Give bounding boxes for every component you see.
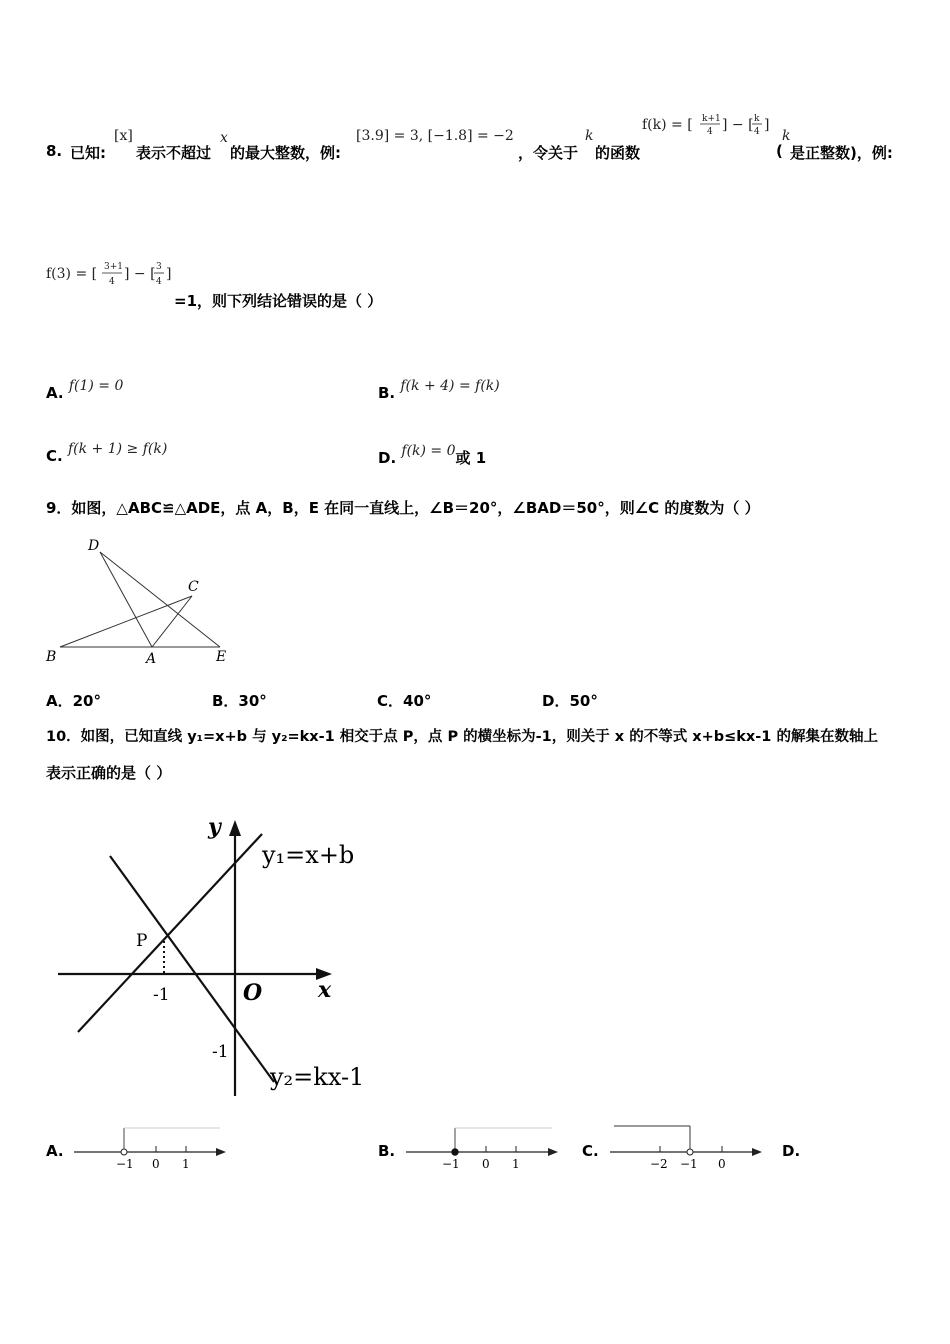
- q8-def-den2: 4: [754, 127, 760, 137]
- q8-var-k: k: [585, 128, 594, 144]
- q10-y-tick: -1: [212, 1042, 229, 1062]
- q10-option-a-numberline[interactable]: [70, 1122, 230, 1172]
- q10-c-tick-1: −2: [650, 1157, 668, 1171]
- q10-a-tick-1: −1: [116, 1157, 134, 1171]
- q8-def-num1: k+1: [702, 114, 721, 124]
- q8-definition: [642, 110, 782, 144]
- q10-option-a-label[interactable]: A.: [46, 1142, 64, 1160]
- q10-option-c-label[interactable]: C.: [582, 1142, 599, 1160]
- q8-option-d-tail: 或 1: [455, 449, 487, 467]
- q8-def-minus: ] − [: [722, 117, 754, 133]
- q10-c-tick-3: 0: [718, 1157, 726, 1171]
- q8-example: [3.9] = 3, [−1.8] = −2: [356, 128, 514, 144]
- q8-bracket-x: [x]: [114, 128, 133, 144]
- q8-example2: [46, 258, 176, 294]
- q8-def-fk: f(k) = [: [642, 117, 693, 133]
- q8-var-k2: k: [782, 128, 791, 144]
- q9-triangle-figure: [40, 534, 250, 668]
- q10-graph: [50, 810, 370, 1100]
- q10-x-tick: -1: [153, 985, 170, 1005]
- q8-definition-formula: [642, 110, 782, 140]
- q8-paren: (: [776, 142, 783, 160]
- q8-ex2-f3: f(3) = [: [46, 266, 98, 282]
- q10-c-open-point: [687, 1149, 693, 1155]
- q8-comma-let: ，令关于: [518, 144, 579, 162]
- q10-line2-label: y₂=kx-1: [270, 1063, 365, 1091]
- q9-label-a: A: [146, 651, 157, 667]
- q8-max-int: 的最大整数，例:: [230, 144, 341, 162]
- q8-option-c[interactable]: [46, 441, 168, 465]
- q10-b-tick-2: 0: [482, 1157, 490, 1171]
- q9-option-d[interactable]: D．50°: [542, 692, 598, 710]
- q8-option-c-label: C.: [46, 447, 63, 465]
- q8-option-b-label: B.: [378, 384, 396, 402]
- q8-means: 表示不超过: [136, 144, 212, 162]
- q8-number: 8.: [46, 142, 63, 160]
- q9-label-c: C: [188, 579, 199, 595]
- q8-var-x: x: [220, 130, 228, 146]
- q10-line1-label: y₁=x+b: [262, 841, 355, 869]
- q10-option-c-numberline[interactable]: [606, 1122, 776, 1172]
- q9-segment-de: [100, 552, 220, 647]
- q8-option-d-label: D.: [378, 449, 397, 467]
- q10-line1: 10．如图，已知直线 y₁=x+b 与 y₂=kx-1 相交于点 P，点 P 的横坐标为-1，则关于 x 的不等式 x+b≤kx-1 的解集在数轴上: [46, 729, 878, 745]
- q9-label-b: B: [46, 649, 57, 665]
- q8-ex2-num1: 3+1: [104, 262, 123, 272]
- q10-a-tick-3: 1: [182, 1157, 190, 1171]
- q8-def-num2: k: [754, 114, 760, 124]
- q10-line2: 表示正确的是（ ）: [46, 764, 172, 782]
- q8-def-den1: 4: [707, 127, 713, 137]
- q9-option-b[interactable]: B．30°: [212, 692, 267, 710]
- q10-a-tick-2: 0: [152, 1157, 160, 1171]
- q9-option-a[interactable]: A．20°: [46, 692, 101, 710]
- q10-b-filled-point: [452, 1149, 458, 1155]
- q8-ex2-num2: 3: [156, 262, 162, 272]
- q8-option-a-label: A.: [46, 384, 64, 402]
- q8-example2-formula: [46, 258, 176, 290]
- q10-option-d-label[interactable]: D.: [782, 1142, 801, 1160]
- q8-func-of: 的函数: [595, 144, 641, 162]
- q8-option-a-expr: f(1) = 0: [68, 378, 124, 394]
- q10-point-p: P: [136, 931, 148, 951]
- q8-option-a[interactable]: [46, 378, 124, 402]
- q8-option-d[interactable]: [378, 443, 487, 468]
- q10-a-open-point: [121, 1149, 127, 1155]
- q9-text: 9．如图，△ABC≌△ADE，点 A，B，E 在同一直线上，∠B＝20°，∠BAD＝50°，则∠C 的度数为（ ）: [46, 499, 760, 517]
- q8-option-c-expr: f(k + 1) ≥ f(k): [67, 441, 168, 457]
- q8-is-pos-int: 是正整数)，例:: [790, 144, 893, 162]
- q10-line-y2: [110, 856, 274, 1082]
- q8-result: =1，则下列结论错误的是（ ）: [174, 292, 383, 310]
- q10-option-b-label[interactable]: B.: [378, 1142, 396, 1160]
- q9-option-c[interactable]: C．40°: [377, 692, 432, 710]
- q8-option-b-expr: f(k + 4) = f(k): [400, 378, 500, 394]
- q8-ex2-close: ]: [166, 266, 172, 282]
- q10-c-tick-2: −1: [680, 1157, 698, 1171]
- q10-b-tick-1: −1: [442, 1157, 460, 1171]
- q10-y-label: y: [208, 814, 221, 840]
- q9-label-e: E: [216, 649, 227, 665]
- q8-ex2-den1: 4: [109, 277, 115, 287]
- q10-x-label: x: [318, 977, 332, 1003]
- q8-def-close: ]: [764, 117, 770, 133]
- q8-known: 已知:: [70, 144, 106, 162]
- q8-ex2-den2: 4: [156, 277, 162, 287]
- q9-segment-da: [100, 552, 152, 647]
- q10-origin-label: O: [243, 980, 263, 1006]
- q9-label-d: D: [88, 538, 100, 554]
- q8-option-b[interactable]: [378, 378, 500, 402]
- q8-ex2-minus: ] − [: [124, 266, 156, 282]
- q10-option-b-numberline[interactable]: [402, 1122, 562, 1172]
- q10-b-tick-3: 1: [512, 1157, 520, 1171]
- q10-y-arrow: [229, 820, 241, 836]
- q8-option-d-expr: f(k) = 0: [401, 443, 456, 459]
